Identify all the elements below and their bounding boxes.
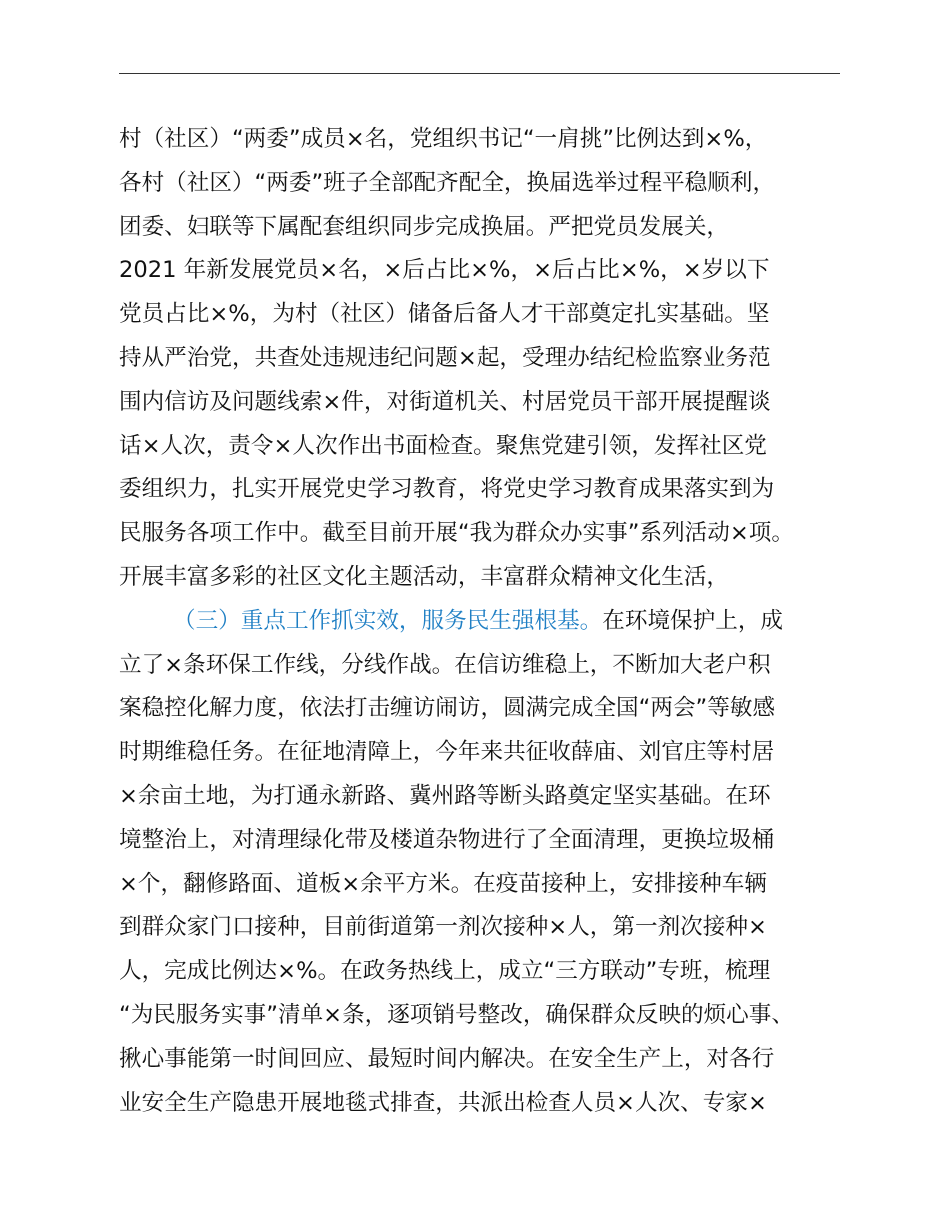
text-line: 团委、妇联等下属配套组织同步完成换届。严把党员发展关， bbox=[119, 213, 730, 240]
document-body bbox=[119, 118, 854, 1125]
text-line: 立了×条环保工作线，分线作战。在信访维稳上，不断加大老户积 bbox=[119, 651, 771, 678]
text-line: 围内信访及问题线索×件，对街道机关、村居党员干部开展提醒谈 bbox=[119, 388, 771, 415]
header-rule bbox=[119, 73, 840, 74]
text-line: 揪心事能第一时间回应、最短时间内解决。在安全生产上，对各行 bbox=[119, 1045, 775, 1072]
text-line: 开展丰富多彩的社区文化主题活动，丰富群众精神文化生活， bbox=[119, 563, 730, 590]
text-line: 党员占比×%，为村（社区）储备后备人才干部奠定扎实基础。坚 bbox=[119, 301, 770, 328]
text-line: ×个，翻修路面、道板×余平方米。在疫苗接种上，安排接种车辆 bbox=[119, 870, 767, 897]
section-heading-line bbox=[119, 600, 854, 644]
text-line: 境整治上，对清理绿化带及楼道杂物进行了全面清理，更换垃圾桶 bbox=[119, 826, 775, 853]
text-line: “为民服务实事”清单×条，逐项销号整改，确保群众反映的烦心事、 bbox=[119, 1001, 794, 1028]
text-line: 村（社区）“两委”成员×名，党组织书记“一肩挑”比例达到×%， bbox=[119, 126, 768, 152]
text-line: 话×人次，责令×人次作出书面检查。聚焦党建引领，发挥社区党 bbox=[119, 432, 767, 459]
text-line: 业安全生产隐患开展地毯式排查，共派出检查人员×人次、专家× bbox=[119, 1089, 767, 1116]
text-line: 案稳控化解力度，依法打击缠访闹访，圆满完成全国“两会”等敏感 bbox=[119, 695, 776, 722]
text-line: 各村（社区）“两委”班子全部配齐配全，换届选举过程平稳顺利， bbox=[119, 169, 776, 196]
text-line: 人，完成比例达×%。在政务热线上，成立“三方联动”专班，梳理 bbox=[119, 958, 771, 985]
section-heading: （三）重点工作抓实效，服务民生强根基。 bbox=[173, 607, 603, 634]
text-line: 到群众家门口接种，目前街道第一剂次接种×人，第一剂次接种× bbox=[119, 914, 767, 941]
text-line: 委组织力，扎实开展党史学习教育，将党史学习教育成果落实到为 bbox=[119, 476, 775, 503]
text-line: 民服务各项工作中。截至目前开展“我为群众办实事”系列活动×项。 bbox=[119, 520, 794, 547]
text-line: 时期维稳任务。在征地清障上，今年来共征收薛庙、刘官庄等村居 bbox=[119, 739, 775, 766]
text-line: ×余亩土地，为打通永新路、冀州路等断头路奠定坚实基础。在环 bbox=[119, 782, 771, 809]
text-line: 2021 年新发展党员×名，×后占比×%，×后占比×%，×岁以下 bbox=[119, 257, 770, 284]
text-line: 持从严治党，共查处违规违纪问题×起，受理办结纪检监察业务范 bbox=[119, 344, 771, 371]
section-heading-rest: 在环境保护上，成 bbox=[602, 607, 784, 634]
